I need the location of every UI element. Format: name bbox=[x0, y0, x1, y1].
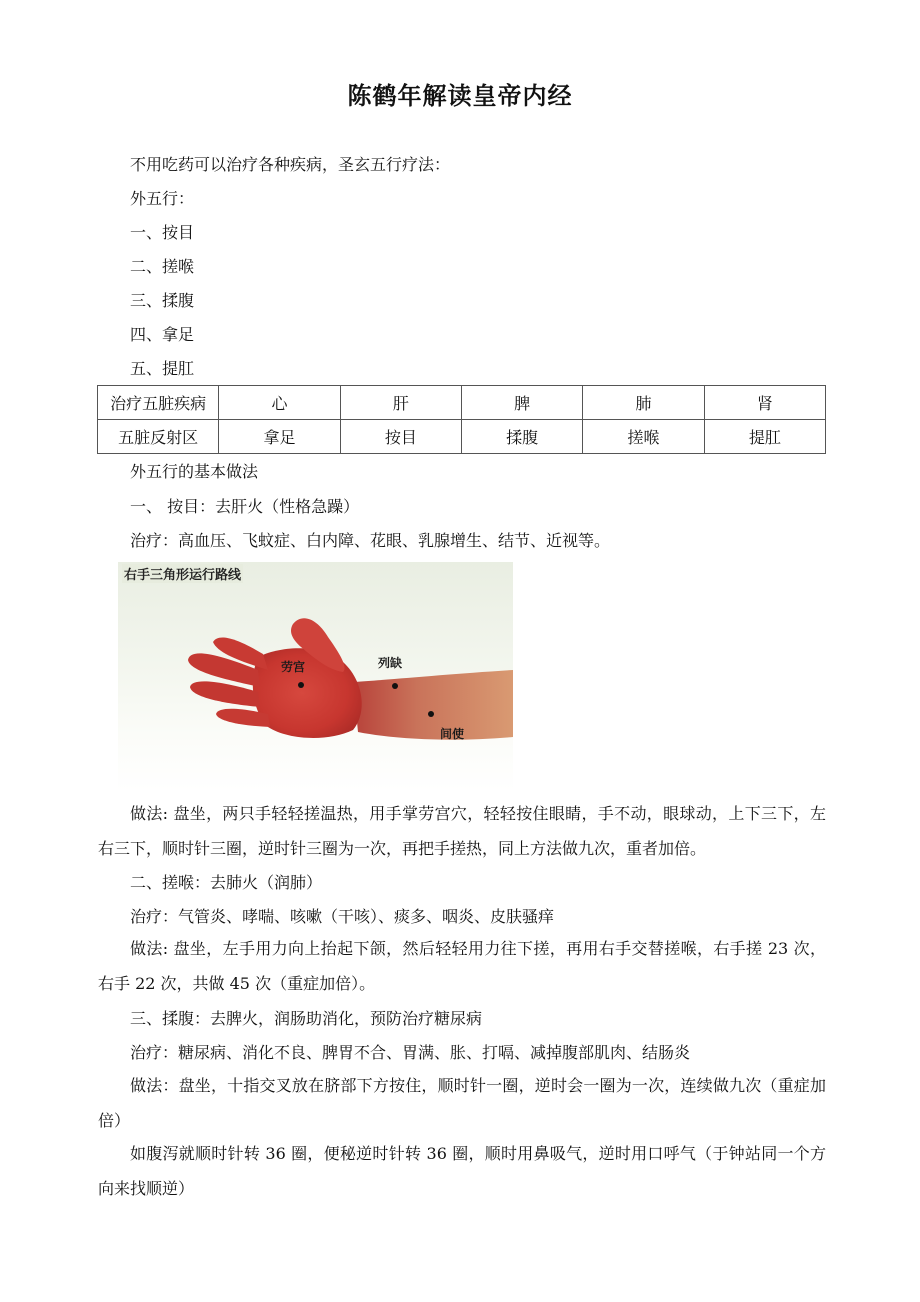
outer-five-item: 一、按目 bbox=[130, 223, 195, 242]
outer-five-item: 二、搓喉 bbox=[130, 257, 195, 276]
table-cell: 拿足 bbox=[219, 420, 340, 454]
organ-reflex-table bbox=[97, 385, 826, 454]
table-cell: 提肛 bbox=[704, 420, 825, 454]
table-row bbox=[98, 386, 826, 420]
intro-text: 不用吃药可以治疗各种疾病，圣玄五行疗法： bbox=[130, 155, 451, 174]
section-method: 做法: 盘坐，左手用力向上抬起下颌，然后轻轻用力往下搓，再用右手交替搓喉，右手搓 23 次，右手 22 次，共做 45 次（重症加倍）。 bbox=[98, 939, 826, 993]
table-cell: 搓喉 bbox=[583, 420, 704, 454]
table-cell: 脾 bbox=[461, 386, 582, 420]
table-cell: 五脏反射区 bbox=[98, 420, 219, 454]
section-method: 做法: 盘坐，两只手轻轻搓温热，用手掌劳宫穴，轻轻按住眼睛，手不动，眼球动，上下三下，左右三下，顺时针三圈，逆时针三圈为一次，再把手搓热，同上方法做九次，重者加倍。 bbox=[98, 804, 826, 858]
outer-five-heading: 外五行： bbox=[130, 189, 195, 208]
table-cell: 肺 bbox=[583, 386, 704, 420]
table-cell: 揉腹 bbox=[461, 420, 582, 454]
outer-five-item: 三、揉腹 bbox=[130, 291, 195, 310]
hand-acupoint-figure bbox=[118, 562, 513, 792]
section-note: 如腹泻就顺时针转 36 圈，便秘逆时针转 36 圈，顺时用鼻吸气，逆时用口呼气（于钟站同一个方向来找顺逆） bbox=[98, 1144, 826, 1198]
table-cell: 治疗五脏疾病 bbox=[98, 386, 219, 420]
basic-methods-heading: 外五行的基本做法 bbox=[130, 462, 259, 481]
section-heading: 一、 按目：去肝火（性格急躁） bbox=[130, 497, 360, 516]
table-cell: 肾 bbox=[704, 386, 825, 420]
table-cell: 按目 bbox=[340, 420, 461, 454]
table-row bbox=[98, 420, 826, 454]
section-treats: 治疗：高血压、飞蚊症、白内障、花眼、乳腺增生、结节、近视等。 bbox=[130, 531, 611, 550]
table-cell: 心 bbox=[219, 386, 340, 420]
section-treats: 治疗：糖尿病、消化不良、脾胃不合、胃满、胀、打嗝、减掉腹部肌肉、结肠炎 bbox=[130, 1043, 691, 1062]
acupoint-label-jianshi: 间使 bbox=[440, 727, 465, 741]
section-heading: 三、揉腹：去脾火，润肠助消化，预防治疗糖尿病 bbox=[130, 1009, 483, 1028]
table-cell: 肝 bbox=[340, 386, 461, 420]
hand-illustration-icon bbox=[118, 562, 513, 792]
acupoint-label-lieque: 列缺 bbox=[378, 656, 403, 670]
document-title: 陈鹤年解读皇帝内经 bbox=[347, 82, 573, 110]
section-heading: 二、搓喉：去肺火（润肺） bbox=[130, 873, 323, 892]
section-method: 做法：盘坐，十指交叉放在脐部下方按住，顺时针一圈，逆时会一圈为一次，连续做九次（重症加倍） bbox=[98, 1076, 826, 1130]
outer-five-item: 四、拿足 bbox=[130, 325, 195, 344]
acupoint-label-laogong: 劳宫 bbox=[281, 660, 306, 674]
outer-five-item: 五、提肛 bbox=[130, 359, 195, 378]
section-treats: 治疗：气管炎、哮喘、咳嗽（干咳）、痰多、咽炎、皮肤骚痒 bbox=[130, 907, 555, 926]
figure-caption: 右手三角形运行路线 bbox=[122, 564, 243, 583]
